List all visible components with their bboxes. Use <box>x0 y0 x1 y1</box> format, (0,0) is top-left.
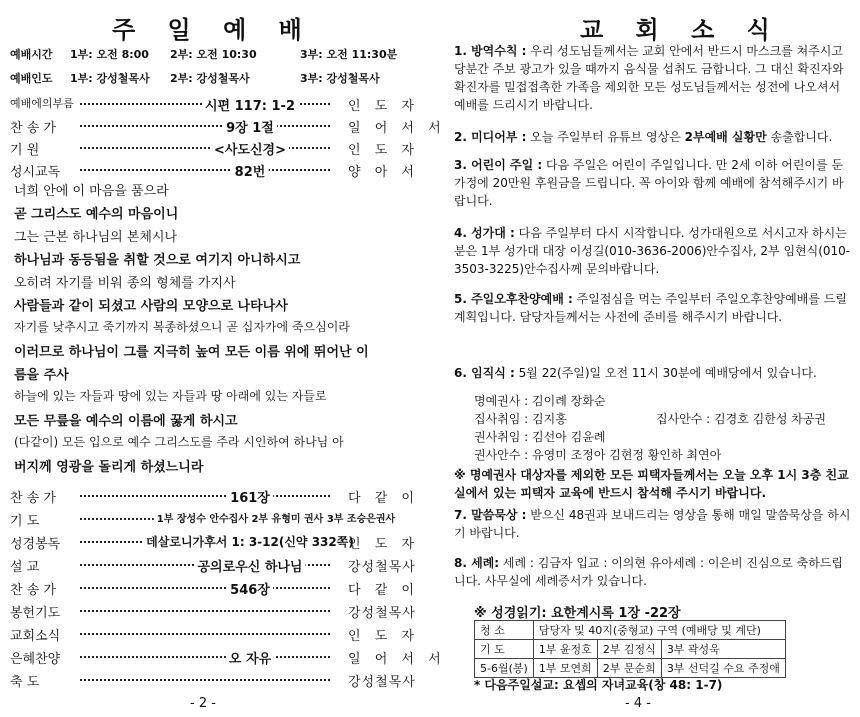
order-row: 성경봉독 데살로니가후서 1: 3-12(신약 332쪽) 인 도 자 <box>10 535 419 552</box>
news-title: 교 회 소 식 <box>580 15 782 44</box>
notice-7: 7. 말씀묵상 : 받으신 48권과 보내드리는 영상을 통해 매일 말씀묵상을 하시기 바랍니다. <box>454 508 851 540</box>
notice-5: 5. 주일오후찬양예배 : 주일점심을 먹는 주일부터 주일오후찬양예배를 드릴 계획입니다. 담당자들께서는 사전에 준비를 해주시기 바랍니다. <box>454 292 847 324</box>
scripture-line: 름을 주사 <box>14 368 69 383</box>
next-sermon-note: * 다음주일설교: 요셉의 자녀교육(창 48: 1-7) <box>474 678 723 692</box>
leader-2: 2부: 강성철목사 <box>170 72 250 85</box>
scripture-line: 곧 그리스도 예수의 마음이니 <box>14 207 179 222</box>
order-row: 봉헌기도 강성철목사 <box>10 606 416 621</box>
bible-reading-title: ※ 성경읽기: 요한계시록 1장 -22장 <box>474 606 681 621</box>
order-row: 예배에의부름 시편 117: 1-2 인 도 자 <box>10 97 419 114</box>
scripture-line: (다같이) 모든 입으로 예수 그리스도를 주라 시인하여 하나님 아 <box>14 435 344 449</box>
order-row: 찬 송 가 9장 1절 일 어 서 서 <box>10 114 410 138</box>
scripture-line: 이러므로 하나님이 그를 지극히 높여 모든 이름 위에 뛰어난 이 <box>14 345 369 360</box>
duty-table <box>474 620 786 678</box>
notice-6: 6. 임직식 : 5월 22(주일)일 오전 11시 30분에 예배당에서 있습니다. <box>454 366 817 380</box>
leader-3: 3부: 강성철목사 <box>300 72 380 85</box>
trainee-warning: ※ 명예권사 대상자를 제외한 모든 피택자들께서는 오늘 오후 1시 3층 친교실에서 있는 피택자 교육에 반드시 참석해 주시기 바랍니다. <box>454 468 849 500</box>
notice-3: 3. 어린이 주일 : 다음 주일은 어린이 주일입니다. 만 2세 이하 어린이를 둔 가정에 20만원 후원금을 드립니다. 꼭 아이와 함께 예배에 참석해주시기 바랍니다. <box>454 158 844 208</box>
page-number-right: - 4 - <box>625 696 651 711</box>
appoint-3: 권사취임 : 김선아 김윤례 <box>474 430 606 444</box>
order-row: 기 도 1부 장성수 안수집사 2부 유형미 권사 3부 조승은권사 <box>10 507 410 531</box>
table-row: 5-6월(봉) 1부 모연희 2부 문순희 3부 선덕길 수요 주정애 <box>475 659 786 678</box>
scripture-line: 모든 무릎을 예수의 이름에 꿇게 하시고 <box>14 414 238 429</box>
appoint-2: 집사취임 : 김지홍 <box>474 412 567 426</box>
leader-label: 예배인도 <box>10 72 53 85</box>
time-1: 1부: 오전 8:00 <box>70 48 149 61</box>
scripture-line: 자기를 낮추시고 죽기까지 복종하셨으니 곧 십자가에 죽으심이라 <box>14 320 350 334</box>
scripture-line: 사람들과 같이 되셨고 사람의 모양으로 나타나사 <box>14 299 288 314</box>
time-2: 2부: 오전 10:30 <box>170 48 257 61</box>
scripture-line: 오히려 자기를 비워 종의 형체를 가지사 <box>14 276 236 291</box>
order-row: 설 교 공의로우신 하나님 강성철목사 <box>10 553 410 577</box>
notice-8: 8. 세례: 세례 : 김금자 입교 : 이의현 유아세례 : 이은비 진심으로 축하드립니다. 사무실에 세례증서가 있습니다. <box>454 556 843 588</box>
table-row: 청 소 담당자 및 40지(중형교) 구역 (예배당 및 계단) <box>475 621 786 640</box>
table-row: 기 도 1부 윤정호 2부 김정식 3부 곽성욱 <box>475 640 786 659</box>
right-page <box>430 0 860 717</box>
scripture-line: 너희 안에 이 마음을 품으라 <box>14 184 169 199</box>
order-row: 기 원 <사도신경> 인 도 자 <box>10 136 410 160</box>
appoint-4: 권사안수 : 유영미 조정아 김현정 황인하 최연아 <box>474 448 722 462</box>
scripture-line: 하늘에 있는 자들과 땅에 있는 자들과 땅 아래에 있는 자들로 <box>14 389 327 403</box>
order-row: 은혜찬양 오 자유 일 어 서 서 <box>10 645 410 669</box>
appoint-2b: 집사안수 : 김경호 김한성 차공권 <box>656 412 826 426</box>
scripture-line: 하나님과 동등됨을 취할 것으로 여기지 아니하시고 <box>14 253 301 268</box>
worship-title: 주 일 예 배 <box>112 15 314 44</box>
time-3: 3부: 오전 11:30분 <box>300 48 398 61</box>
scripture-line: 그는 근본 하나님의 본체시나 <box>14 230 178 245</box>
appoint-1: 명예권사 : 김이례 장화순 <box>474 394 606 408</box>
order-row: 찬 송 가 546장 다 같 이 <box>10 576 410 600</box>
notice-2: 2. 미디어부 : 오늘 주일부터 유튜브 영상은 2부예배 실황만 송출합니다. <box>454 130 833 144</box>
order-row: 교회소식 인 도 자 <box>10 629 419 644</box>
scripture-line: 버지께 영광을 돌리게 하셨느니라 <box>14 460 204 475</box>
notice-1: 1. 방역수칙 : 우리 성도님들께서는 교회 안에서 반드시 마스크를 쳐주시고 당분간 주보 광고가 있을 때까지 음식물 섭취도 금합니다. 그 대신 확진자와 확진자를 밀접접촉한 가족을 제외한 모든 성도님들께서는 성전에 나오셔서 예배를 드리시기 바랍니다. <box>454 44 844 112</box>
page-number-left: - 2 - <box>190 696 216 711</box>
order-row: 성시교독 82번 양 아 서 <box>10 158 410 182</box>
leader-1: 1부: 강성철목사 <box>70 72 150 85</box>
time-label: 예배시간 <box>10 48 53 61</box>
order-row: 축 도 강성철목사 <box>10 675 416 690</box>
order-row: 찬 송 가 161장 다 같 이 <box>10 484 410 508</box>
notice-4: 4. 성가대 : 다음 주일부터 다시 시작합니다. 성가대원으로 서시고자 하시는 분은 1부 성가대 대장 이성길(010-3636-2006)안수집사, 2부 임현식(010-3503-3225)안수집사께 문의바랍니다. <box>454 226 851 276</box>
